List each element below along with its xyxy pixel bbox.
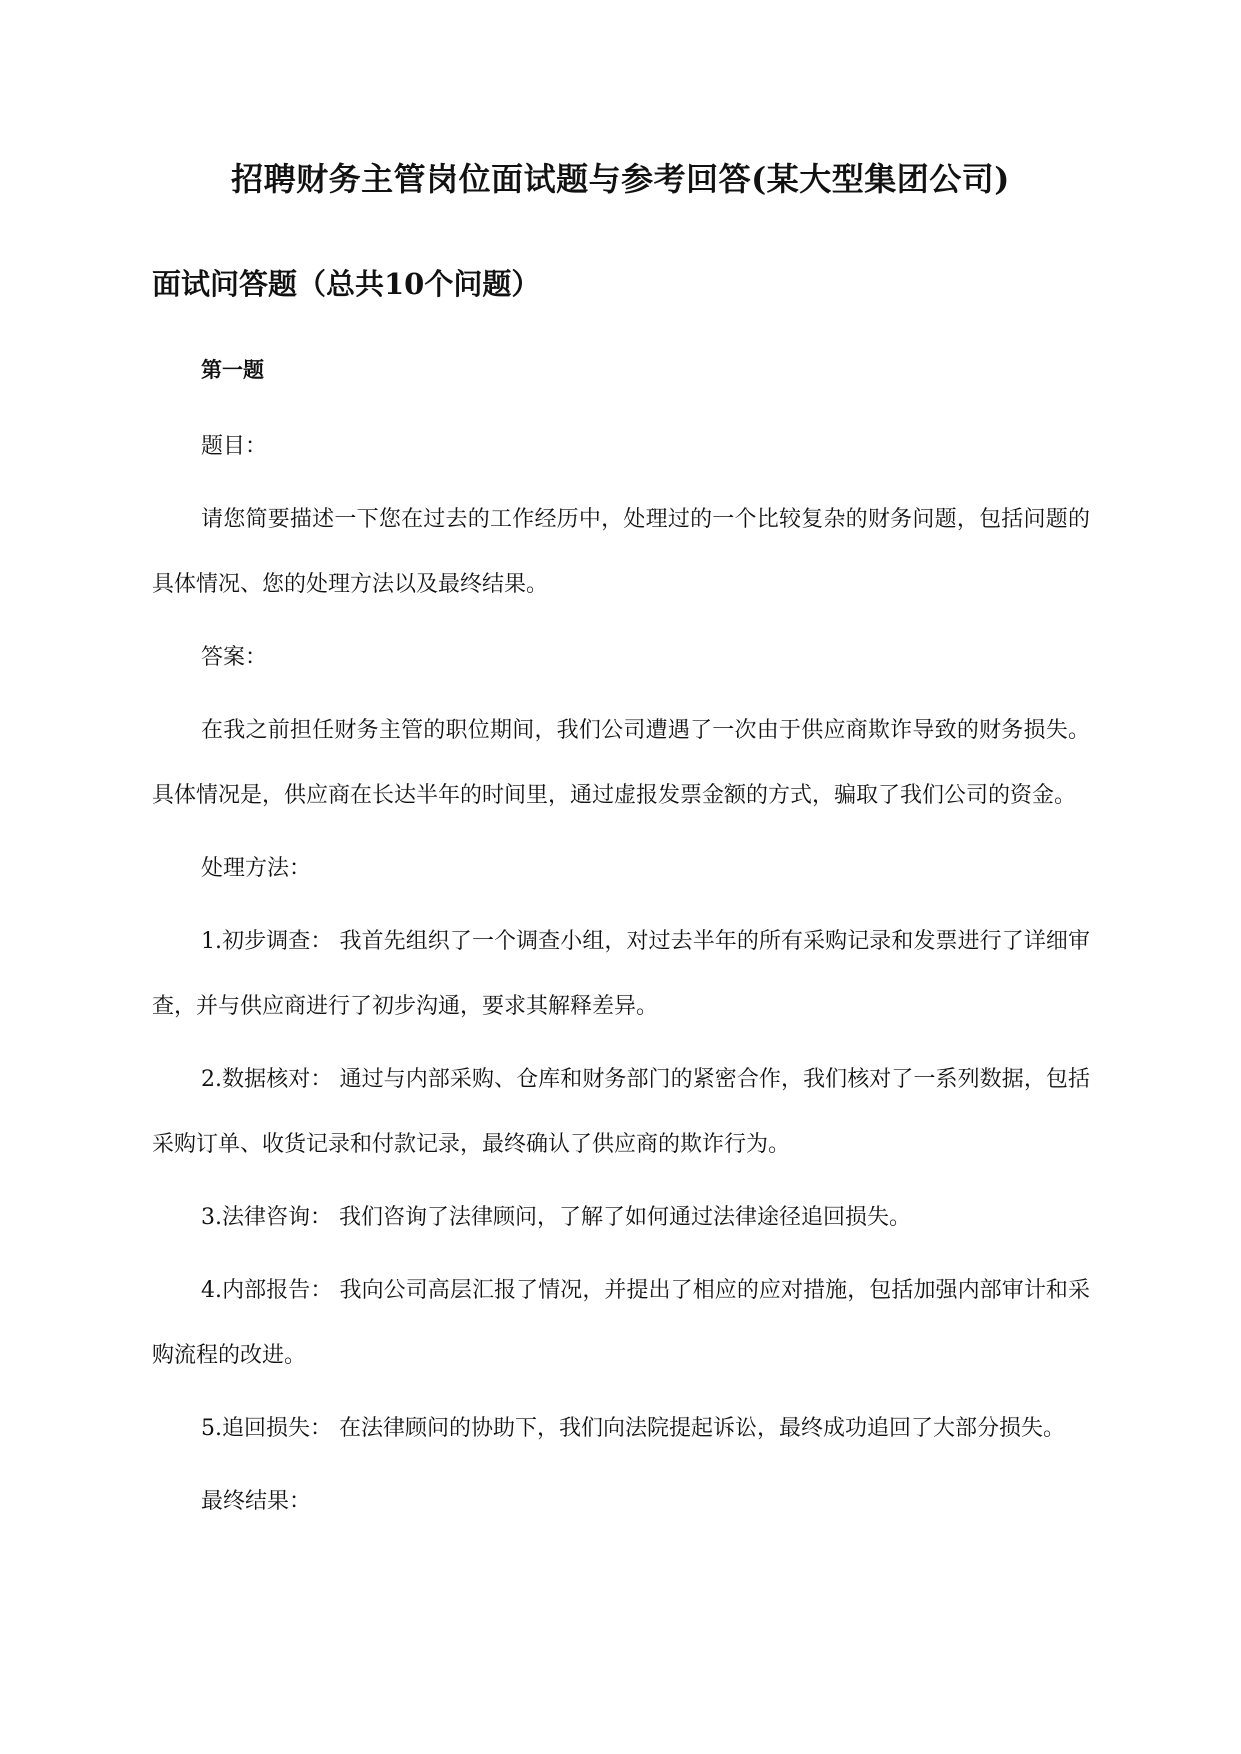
question-heading: 第一题: [201, 357, 264, 382]
answer-label: 答案：: [201, 645, 268, 670]
question-label: 题目：: [201, 434, 268, 459]
section-heading: 面试问答题（总共10个问题）: [152, 267, 541, 301]
method-label: 处理方法：: [201, 856, 312, 881]
method-step-3: 3.法律咨询： 我们咨询了法律顾问，了解了如何通过法律途径追回损失。: [201, 1205, 911, 1230]
answer-context-paragraph: 在我之前担任财务主管的职位期间，我们公司遭遇了一次由于供应商欺诈导致的财务损失。具体情况是，供应商在长达半年的时间里，通过虚报发票金额的方式，骗取了我们公司的资金。: [152, 718, 1090, 808]
document-body: [152, 414, 1090, 1542]
method-step-5: 5.追回损失： 在法律顾问的协助下，我们向法院提起诉讼，最终成功追回了大部分损失。: [201, 1416, 1065, 1441]
method-step-1: 1.初步调查： 我首先组织了一个调查小组，对过去半年的所有采购记录和发票进行了详细审查，并与供应商进行了初步沟通，要求其解释差异。: [152, 929, 1090, 1019]
question-text: 请您简要描述一下您在过去的工作经历中，处理过的一个比较复杂的财务问题，包括问题的具体情况、您的处理方法以及最终结果。: [152, 507, 1090, 597]
method-step-2: 2.数据核对： 通过与内部采购、仓库和财务部门的紧密合作，我们核对了一系列数据，包括采购订单、收货记录和付款记录，最终确认了供应商的欺诈行为。: [152, 1067, 1090, 1157]
document-title: 招聘财务主管岗位面试题与参考回答(某大型集团公司): [231, 160, 1010, 198]
result-label: 最终结果：: [201, 1489, 312, 1514]
method-step-4: 4.内部报告： 我向公司高层汇报了情况，并提出了相应的应对措施，包括加强内部审计和采购流程的改进。: [152, 1278, 1090, 1368]
